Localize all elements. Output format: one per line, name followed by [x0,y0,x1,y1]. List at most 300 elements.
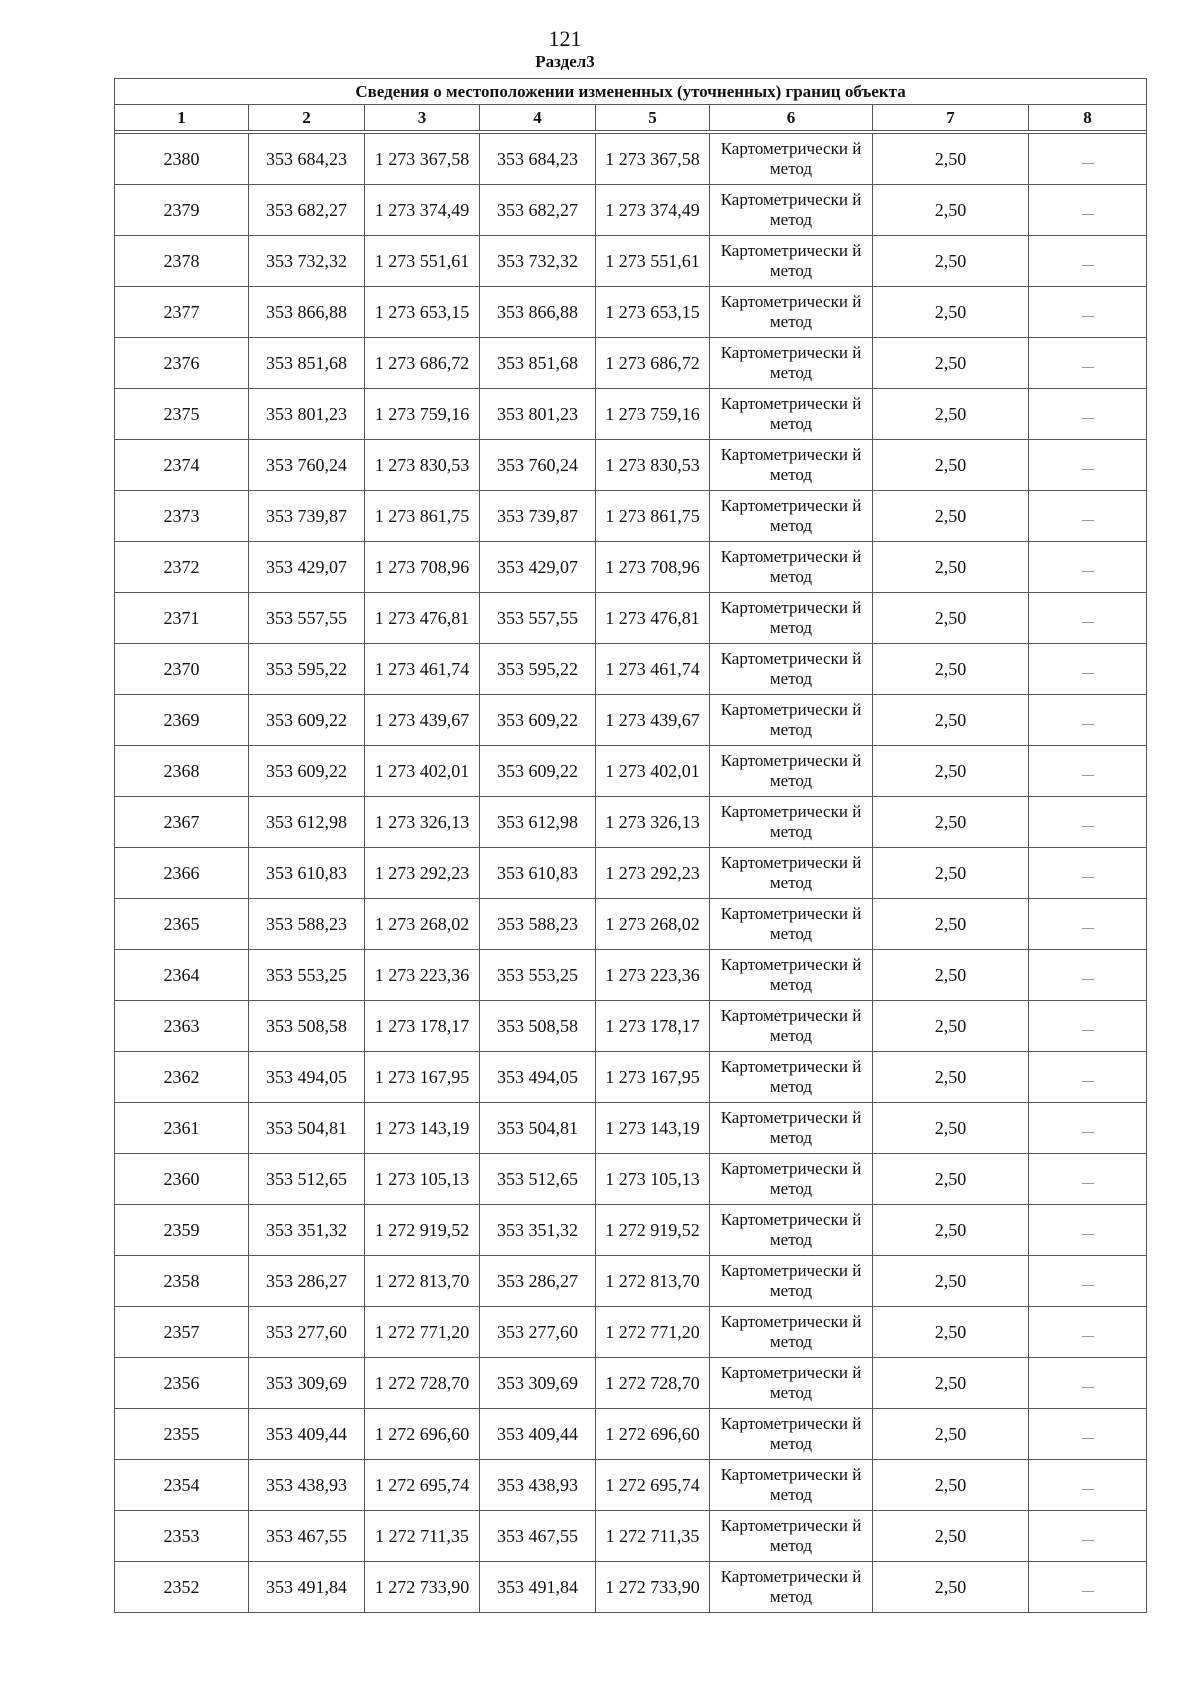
accuracy-cell: 2,50 [873,1205,1029,1256]
method-cell: Картометрически й метод [710,1307,873,1358]
y-coordinate-refined-cell: 1 273 830,53 [596,440,710,491]
point-number-cell: 2363 [115,1001,249,1052]
table-row [115,1103,1147,1154]
method-cell: Картометрически й метод [710,1205,873,1256]
y-coordinate-refined-cell: 1 273 292,23 [596,848,710,899]
y-coordinate-refined-cell: 1 272 733,90 [596,1562,710,1613]
accuracy-cell: 2,50 [873,440,1029,491]
method-cell: Картометрически й метод [710,797,873,848]
y-coordinate-refined-cell: 1 273 326,13 [596,797,710,848]
x-coordinate-existing-cell: 353 609,22 [249,746,365,797]
x-coordinate-refined-cell: 353 851,68 [480,338,596,389]
description-cell [1029,848,1147,899]
y-coordinate-existing-cell: 1 272 711,35 [365,1511,480,1562]
method-cell: Картометрически й метод [710,491,873,542]
y-coordinate-existing-cell: 1 273 367,58 [365,134,480,185]
y-coordinate-refined-cell: 1 273 167,95 [596,1052,710,1103]
table-row [115,1307,1147,1358]
point-number-cell: 2353 [115,1511,249,1562]
y-coordinate-refined-cell: 1 273 551,61 [596,236,710,287]
x-coordinate-existing-cell: 353 429,07 [249,542,365,593]
table-caption: Сведения о местоположении измененных (уточненных) границ объекта [115,79,1147,105]
accuracy-cell: 2,50 [873,746,1029,797]
description-cell [1029,593,1147,644]
dash-mark [1082,469,1094,470]
accuracy-cell: 2,50 [873,1358,1029,1409]
x-coordinate-existing-cell: 353 438,93 [249,1460,365,1511]
description-cell [1029,1409,1147,1460]
method-cell: Картометрически й метод [710,1409,873,1460]
table-row [115,797,1147,848]
description-cell [1029,1460,1147,1511]
x-coordinate-existing-cell: 353 801,23 [249,389,365,440]
y-coordinate-existing-cell: 1 272 696,60 [365,1409,480,1460]
column-header: 1 [115,105,249,131]
y-coordinate-existing-cell: 1 273 105,13 [365,1154,480,1205]
method-cell: Картометрически й метод [710,338,873,389]
dash-mark [1082,265,1094,266]
x-coordinate-refined-cell: 353 409,44 [480,1409,596,1460]
dash-mark [1082,877,1094,878]
method-cell: Картометрически й метод [710,1103,873,1154]
x-coordinate-existing-cell: 353 760,24 [249,440,365,491]
column-header: 8 [1029,105,1147,131]
y-coordinate-refined-cell: 1 272 771,20 [596,1307,710,1358]
accuracy-cell: 2,50 [873,1307,1029,1358]
table-row [115,950,1147,1001]
x-coordinate-existing-cell: 353 351,32 [249,1205,365,1256]
table-row [115,1154,1147,1205]
y-coordinate-refined-cell: 1 273 105,13 [596,1154,710,1205]
description-cell [1029,797,1147,848]
method-cell: Картометрически й метод [710,899,873,950]
column-header: 7 [873,105,1029,131]
x-coordinate-existing-cell: 353 467,55 [249,1511,365,1562]
x-coordinate-existing-cell: 353 494,05 [249,1052,365,1103]
accuracy-cell: 2,50 [873,542,1029,593]
description-cell [1029,1154,1147,1205]
accuracy-cell: 2,50 [873,644,1029,695]
dash-mark [1082,571,1094,572]
point-number-cell: 2364 [115,950,249,1001]
table-row [115,695,1147,746]
y-coordinate-existing-cell: 1 272 733,90 [365,1562,480,1613]
y-coordinate-existing-cell: 1 273 326,13 [365,797,480,848]
point-number-cell: 2375 [115,389,249,440]
x-coordinate-refined-cell: 353 866,88 [480,287,596,338]
x-coordinate-existing-cell: 353 286,27 [249,1256,365,1307]
y-coordinate-existing-cell: 1 273 292,23 [365,848,480,899]
point-number-cell: 2358 [115,1256,249,1307]
y-coordinate-refined-cell: 1 272 711,35 [596,1511,710,1562]
table-row [115,236,1147,287]
description-cell [1029,695,1147,746]
table-row [115,899,1147,950]
method-cell: Картометрически й метод [710,1511,873,1562]
description-cell [1029,899,1147,950]
dash-mark [1082,622,1094,623]
description-cell [1029,389,1147,440]
method-cell: Картометрически й метод [710,1052,873,1103]
dash-mark [1082,1285,1094,1286]
description-cell [1029,338,1147,389]
description-cell [1029,644,1147,695]
accuracy-cell: 2,50 [873,338,1029,389]
y-coordinate-existing-cell: 1 273 476,81 [365,593,480,644]
description-cell [1029,185,1147,236]
point-number-cell: 2379 [115,185,249,236]
accuracy-cell: 2,50 [873,593,1029,644]
x-coordinate-existing-cell: 353 553,25 [249,950,365,1001]
x-coordinate-refined-cell: 353 732,32 [480,236,596,287]
description-cell [1029,950,1147,1001]
dash-mark [1082,1336,1094,1337]
y-coordinate-existing-cell: 1 273 461,74 [365,644,480,695]
method-cell: Картометрически й метод [710,950,873,1001]
table-row [115,389,1147,440]
description-cell [1029,440,1147,491]
table-row [115,134,1147,185]
x-coordinate-existing-cell: 353 866,88 [249,287,365,338]
x-coordinate-refined-cell: 353 429,07 [480,542,596,593]
x-coordinate-existing-cell: 353 557,55 [249,593,365,644]
x-coordinate-refined-cell: 353 467,55 [480,1511,596,1562]
x-coordinate-refined-cell: 353 504,81 [480,1103,596,1154]
x-coordinate-existing-cell: 353 732,32 [249,236,365,287]
x-coordinate-existing-cell: 353 610,83 [249,848,365,899]
x-coordinate-refined-cell: 353 277,60 [480,1307,596,1358]
accuracy-cell: 2,50 [873,287,1029,338]
description-cell [1029,1307,1147,1358]
y-coordinate-existing-cell: 1 273 861,75 [365,491,480,542]
y-coordinate-existing-cell: 1 273 708,96 [365,542,480,593]
description-cell [1029,542,1147,593]
table-row [115,848,1147,899]
point-number-cell: 2357 [115,1307,249,1358]
y-coordinate-existing-cell: 1 273 686,72 [365,338,480,389]
method-cell: Картометрически й метод [710,236,873,287]
description-cell [1029,1256,1147,1307]
point-number-cell: 2365 [115,899,249,950]
y-coordinate-existing-cell: 1 273 653,15 [365,287,480,338]
method-cell: Картометрически й метод [710,542,873,593]
dash-mark [1082,1234,1094,1235]
x-coordinate-existing-cell: 353 851,68 [249,338,365,389]
accuracy-cell: 2,50 [873,950,1029,1001]
x-coordinate-refined-cell: 353 682,27 [480,185,596,236]
y-coordinate-refined-cell: 1 273 686,72 [596,338,710,389]
x-coordinate-existing-cell: 353 682,27 [249,185,365,236]
x-coordinate-existing-cell: 353 309,69 [249,1358,365,1409]
x-coordinate-refined-cell: 353 494,05 [480,1052,596,1103]
y-coordinate-existing-cell: 1 272 695,74 [365,1460,480,1511]
method-cell: Картометрически й метод [710,1256,873,1307]
accuracy-cell: 2,50 [873,134,1029,185]
y-coordinate-existing-cell: 1 272 771,20 [365,1307,480,1358]
y-coordinate-refined-cell: 1 272 919,52 [596,1205,710,1256]
y-coordinate-existing-cell: 1 273 759,16 [365,389,480,440]
column-header: 3 [365,105,480,131]
dash-mark [1082,673,1094,674]
point-number-cell: 2366 [115,848,249,899]
accuracy-cell: 2,50 [873,848,1029,899]
y-coordinate-refined-cell: 1 273 759,16 [596,389,710,440]
dash-mark [1082,163,1094,164]
y-coordinate-refined-cell: 1 273 708,96 [596,542,710,593]
x-coordinate-existing-cell: 353 508,58 [249,1001,365,1052]
column-header: 5 [596,105,710,131]
x-coordinate-existing-cell: 353 609,22 [249,695,365,746]
method-cell: Картометрически й метод [710,389,873,440]
x-coordinate-refined-cell: 353 610,83 [480,848,596,899]
dash-mark [1082,826,1094,827]
description-cell [1029,1511,1147,1562]
x-coordinate-refined-cell: 353 801,23 [480,389,596,440]
accuracy-cell: 2,50 [873,1562,1029,1613]
y-coordinate-refined-cell: 1 272 696,60 [596,1409,710,1460]
table-row [115,491,1147,542]
x-coordinate-refined-cell: 353 491,84 [480,1562,596,1613]
point-number-cell: 2374 [115,440,249,491]
description-cell [1029,134,1147,185]
x-coordinate-existing-cell: 353 684,23 [249,134,365,185]
point-number-cell: 2380 [115,134,249,185]
point-number-cell: 2370 [115,644,249,695]
description-cell [1029,491,1147,542]
method-cell: Картометрически й метод [710,287,873,338]
x-coordinate-refined-cell: 353 438,93 [480,1460,596,1511]
table-row [115,440,1147,491]
description-cell [1029,1358,1147,1409]
point-number-cell: 2372 [115,542,249,593]
method-cell: Картометрически й метод [710,593,873,644]
x-coordinate-existing-cell: 353 512,65 [249,1154,365,1205]
accuracy-cell: 2,50 [873,1001,1029,1052]
column-header: 2 [249,105,365,131]
table-caption-row [115,79,1147,105]
page-number: 121 [548,26,582,51]
y-coordinate-refined-cell: 1 272 728,70 [596,1358,710,1409]
point-number-cell: 2361 [115,1103,249,1154]
point-number-cell: 2378 [115,236,249,287]
x-coordinate-refined-cell: 353 609,22 [480,746,596,797]
x-coordinate-refined-cell: 353 612,98 [480,797,596,848]
x-coordinate-existing-cell: 353 409,44 [249,1409,365,1460]
point-number-cell: 2377 [115,287,249,338]
dash-mark [1082,928,1094,929]
x-coordinate-refined-cell: 353 684,23 [480,134,596,185]
y-coordinate-refined-cell: 1 273 268,02 [596,899,710,950]
column-header-row [115,105,1147,131]
accuracy-cell: 2,50 [873,1154,1029,1205]
y-coordinate-refined-cell: 1 273 143,19 [596,1103,710,1154]
x-coordinate-refined-cell: 353 512,65 [480,1154,596,1205]
dash-mark [1082,214,1094,215]
accuracy-cell: 2,50 [873,236,1029,287]
x-coordinate-refined-cell: 353 286,27 [480,1256,596,1307]
table-row [115,1256,1147,1307]
method-cell: Картометрически й метод [710,644,873,695]
dash-mark [1082,775,1094,776]
accuracy-cell: 2,50 [873,1103,1029,1154]
x-coordinate-existing-cell: 353 588,23 [249,899,365,950]
column-header: 6 [710,105,873,131]
method-cell: Картометрически й метод [710,134,873,185]
point-number-cell: 2360 [115,1154,249,1205]
y-coordinate-refined-cell: 1 273 374,49 [596,185,710,236]
table-body [115,134,1147,1613]
dash-mark [1082,1540,1094,1541]
accuracy-cell: 2,50 [873,1052,1029,1103]
table-row [115,542,1147,593]
x-coordinate-refined-cell: 353 609,22 [480,695,596,746]
dash-mark [1082,1591,1094,1592]
y-coordinate-existing-cell: 1 272 813,70 [365,1256,480,1307]
table-row [115,593,1147,644]
y-coordinate-existing-cell: 1 273 439,67 [365,695,480,746]
y-coordinate-existing-cell: 1 273 374,49 [365,185,480,236]
x-coordinate-existing-cell: 353 491,84 [249,1562,365,1613]
description-cell [1029,1562,1147,1613]
method-cell: Картометрически й метод [710,185,873,236]
y-coordinate-refined-cell: 1 273 367,58 [596,134,710,185]
method-cell: Картометрически й метод [710,695,873,746]
accuracy-cell: 2,50 [873,1256,1029,1307]
x-coordinate-refined-cell: 353 588,23 [480,899,596,950]
accuracy-cell: 2,50 [873,899,1029,950]
x-coordinate-refined-cell: 353 595,22 [480,644,596,695]
table-row [115,1511,1147,1562]
point-number-cell: 2376 [115,338,249,389]
table-row [115,287,1147,338]
dash-mark [1082,1489,1094,1490]
table-row [115,185,1147,236]
point-number-cell: 2354 [115,1460,249,1511]
y-coordinate-existing-cell: 1 273 223,36 [365,950,480,1001]
x-coordinate-existing-cell: 353 612,98 [249,797,365,848]
y-coordinate-existing-cell: 1 272 728,70 [365,1358,480,1409]
dash-mark [1082,979,1094,980]
dash-mark [1082,367,1094,368]
y-coordinate-refined-cell: 1 272 695,74 [596,1460,710,1511]
accuracy-cell: 2,50 [873,389,1029,440]
y-coordinate-existing-cell: 1 273 402,01 [365,746,480,797]
dash-mark [1082,1132,1094,1133]
table-row [115,1409,1147,1460]
y-coordinate-existing-cell: 1 273 178,17 [365,1001,480,1052]
point-number-cell: 2373 [115,491,249,542]
y-coordinate-refined-cell: 1 273 402,01 [596,746,710,797]
accuracy-cell: 2,50 [873,695,1029,746]
y-coordinate-refined-cell: 1 273 178,17 [596,1001,710,1052]
accuracy-cell: 2,50 [873,1460,1029,1511]
method-cell: Картометрически й метод [710,1460,873,1511]
accuracy-cell: 2,50 [873,797,1029,848]
dash-mark [1082,316,1094,317]
x-coordinate-refined-cell: 353 553,25 [480,950,596,1001]
column-header: 4 [480,105,596,131]
point-number-cell: 2359 [115,1205,249,1256]
y-coordinate-existing-cell: 1 273 830,53 [365,440,480,491]
point-number-cell: 2352 [115,1562,249,1613]
x-coordinate-refined-cell: 353 739,87 [480,491,596,542]
description-cell [1029,1205,1147,1256]
boundary-coordinates-table [114,78,1147,1613]
x-coordinate-refined-cell: 353 309,69 [480,1358,596,1409]
table-row [115,1205,1147,1256]
point-number-cell: 2356 [115,1358,249,1409]
point-number-cell: 2369 [115,695,249,746]
y-coordinate-existing-cell: 1 273 143,19 [365,1103,480,1154]
table-row [115,1460,1147,1511]
method-cell: Картометрически й метод [710,1562,873,1613]
dash-mark [1082,1387,1094,1388]
y-coordinate-refined-cell: 1 273 439,67 [596,695,710,746]
y-coordinate-existing-cell: 1 272 919,52 [365,1205,480,1256]
accuracy-cell: 2,50 [873,1409,1029,1460]
x-coordinate-existing-cell: 353 504,81 [249,1103,365,1154]
description-cell [1029,1001,1147,1052]
x-coordinate-refined-cell: 353 508,58 [480,1001,596,1052]
accuracy-cell: 2,50 [873,491,1029,542]
method-cell: Картометрически й метод [710,1001,873,1052]
dash-mark [1082,724,1094,725]
table-row [115,1001,1147,1052]
dash-mark [1082,1438,1094,1439]
x-coordinate-existing-cell: 353 739,87 [249,491,365,542]
description-cell [1029,746,1147,797]
y-coordinate-refined-cell: 1 273 476,81 [596,593,710,644]
dash-mark [1082,520,1094,521]
accuracy-cell: 2,50 [873,1511,1029,1562]
x-coordinate-refined-cell: 353 760,24 [480,440,596,491]
x-coordinate-existing-cell: 353 277,60 [249,1307,365,1358]
table-row [115,1358,1147,1409]
point-number-cell: 2362 [115,1052,249,1103]
y-coordinate-refined-cell: 1 273 223,36 [596,950,710,1001]
description-cell [1029,1103,1147,1154]
description-cell [1029,287,1147,338]
dash-mark [1082,418,1094,419]
y-coordinate-refined-cell: 1 273 653,15 [596,287,710,338]
dash-mark [1082,1030,1094,1031]
y-coordinate-existing-cell: 1 273 551,61 [365,236,480,287]
y-coordinate-existing-cell: 1 273 167,95 [365,1052,480,1103]
x-coordinate-refined-cell: 353 351,32 [480,1205,596,1256]
point-number-cell: 2367 [115,797,249,848]
table-row [115,338,1147,389]
point-number-cell: 2368 [115,746,249,797]
table-row [115,644,1147,695]
table-row [115,1052,1147,1103]
method-cell: Картометрически й метод [710,1154,873,1205]
dash-mark [1082,1183,1094,1184]
section-title: Раздел3 [535,52,595,71]
method-cell: Картометрически й метод [710,1358,873,1409]
x-coordinate-refined-cell: 353 557,55 [480,593,596,644]
y-coordinate-refined-cell: 1 273 461,74 [596,644,710,695]
method-cell: Картометрически й метод [710,848,873,899]
x-coordinate-existing-cell: 353 595,22 [249,644,365,695]
dash-mark [1082,1081,1094,1082]
accuracy-cell: 2,50 [873,185,1029,236]
point-number-cell: 2371 [115,593,249,644]
table-row [115,1562,1147,1613]
description-cell [1029,236,1147,287]
point-number-cell: 2355 [115,1409,249,1460]
table-row [115,746,1147,797]
method-cell: Картометрически й метод [710,746,873,797]
